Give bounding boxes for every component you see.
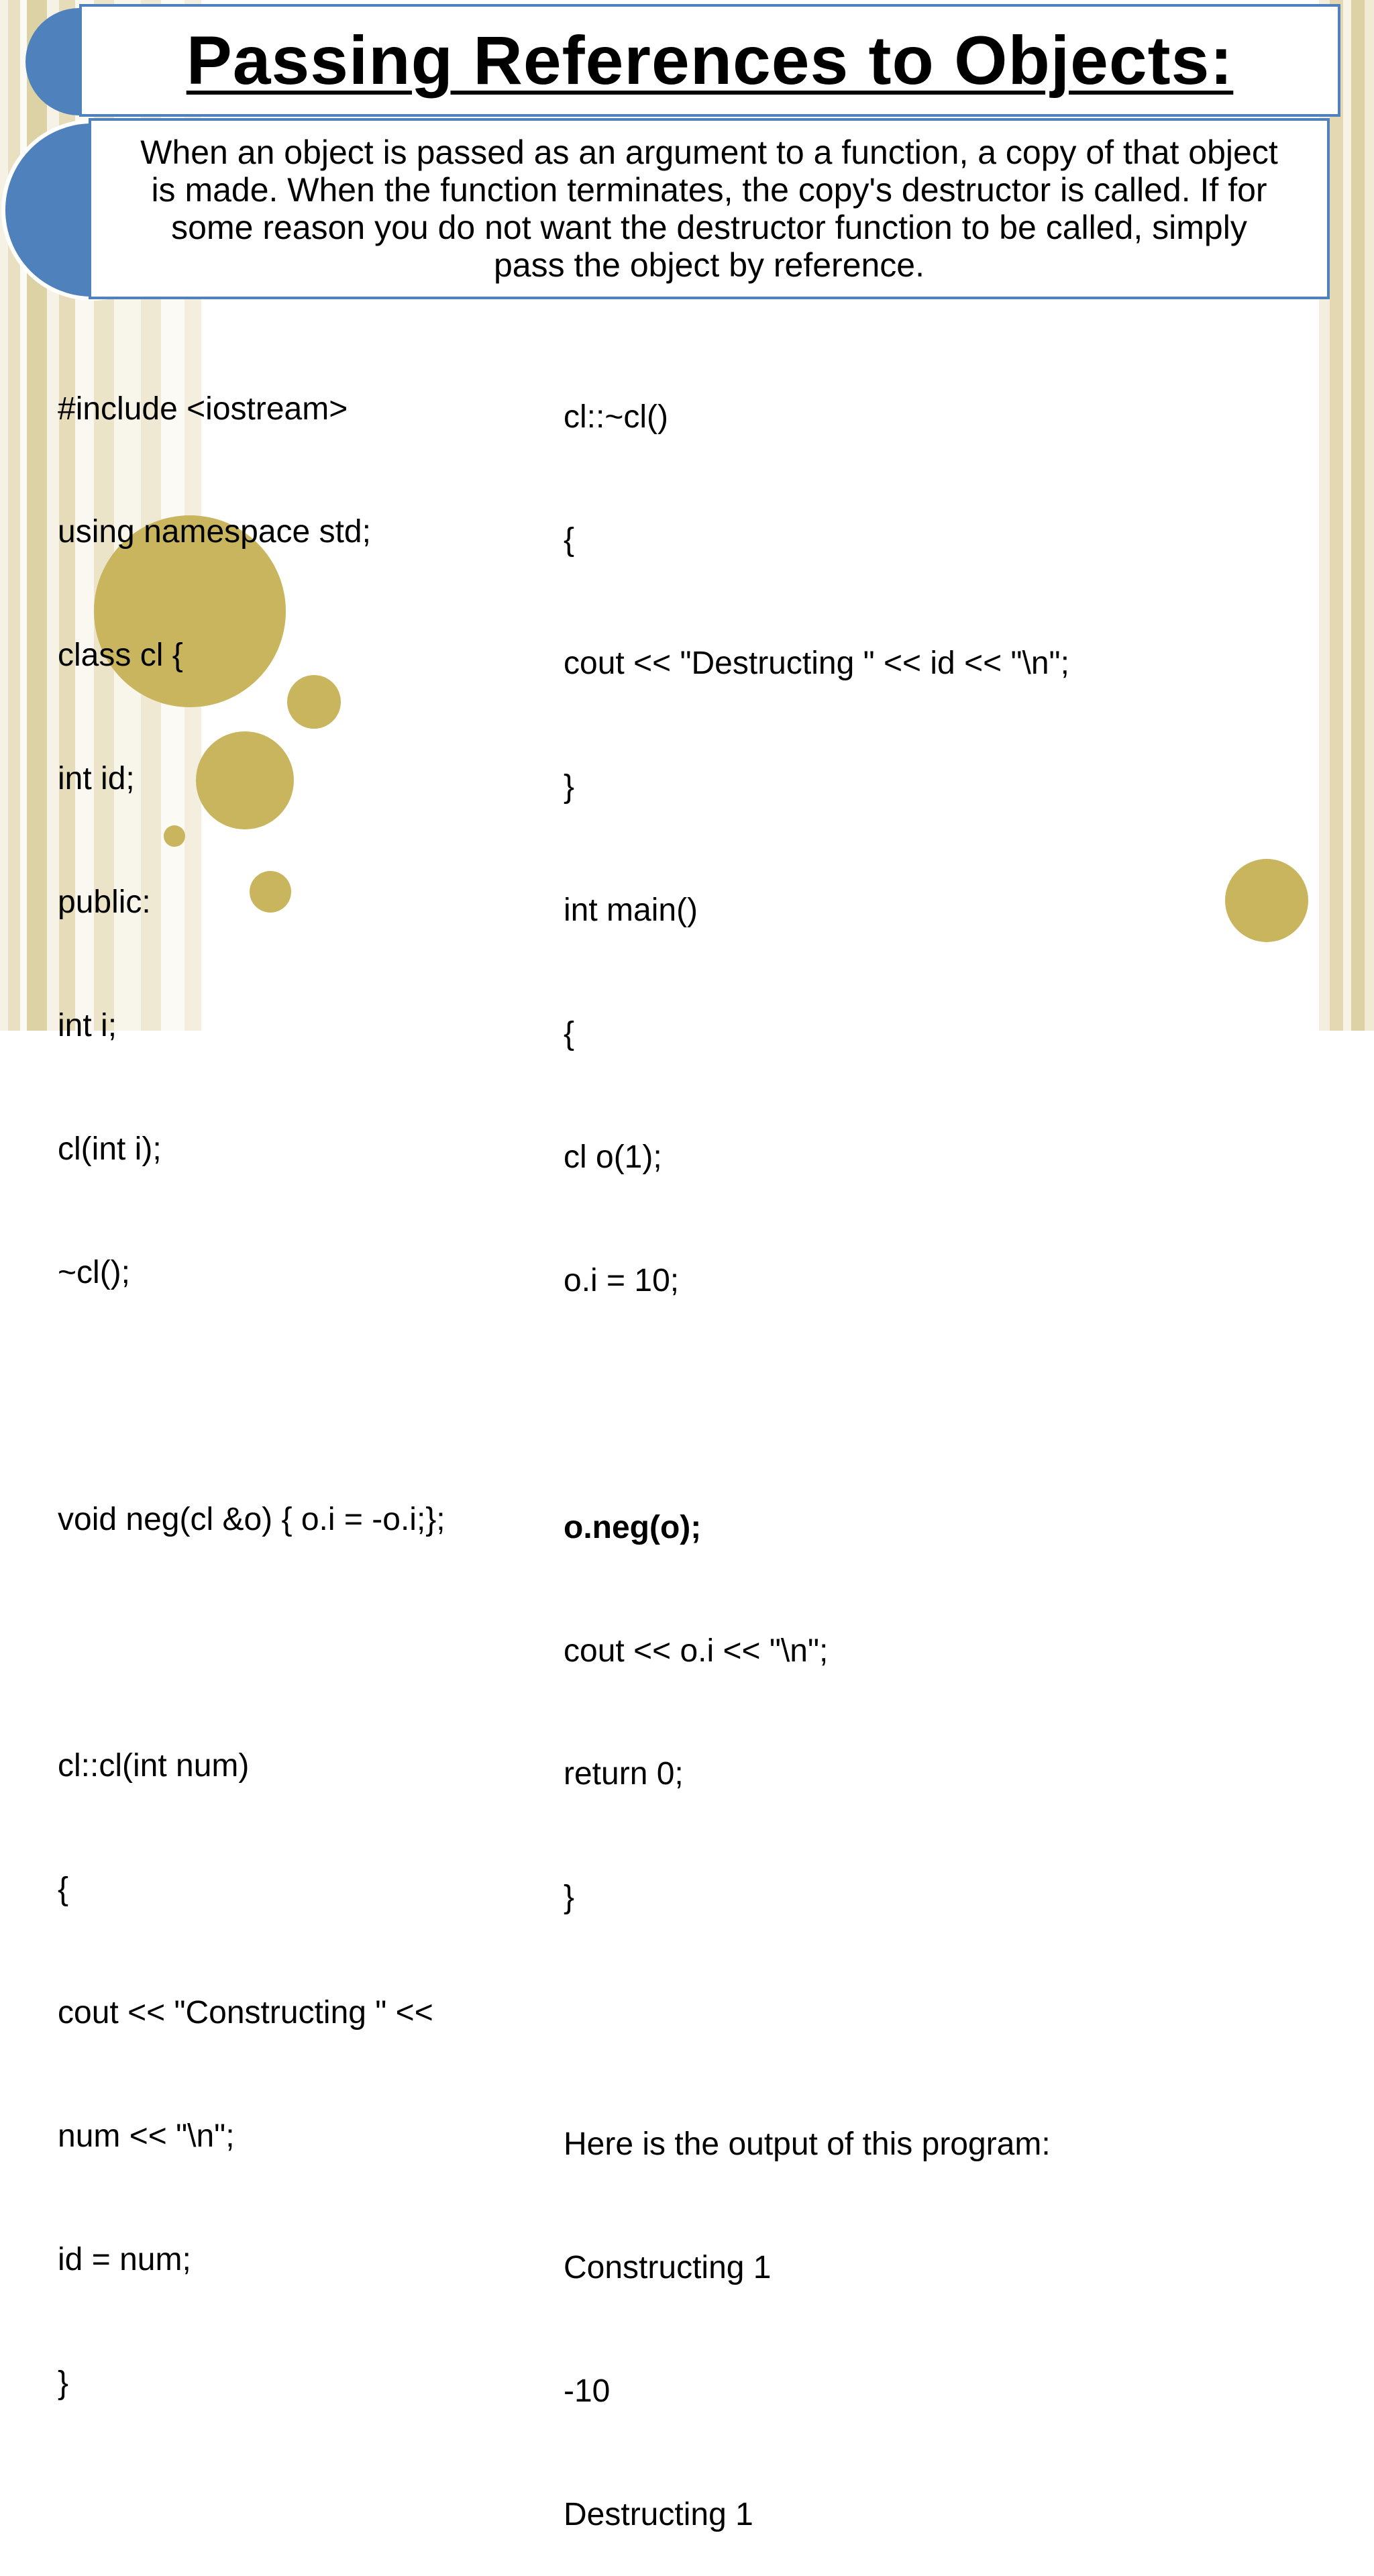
code-line: class cl { xyxy=(58,637,183,674)
output-heading: Here is the output of this program: xyxy=(564,2126,1051,2163)
code-line: cl::cl(int num) xyxy=(58,1748,250,1784)
code-line: cout << "Destructing " << id << "\n"; xyxy=(564,646,1069,682)
code-line: cl(int i); xyxy=(58,1131,162,1167)
code-line-blank xyxy=(564,2000,1069,2041)
code-line: #include <iostream> xyxy=(58,391,348,427)
code-line: cl::~cl() xyxy=(564,399,668,435)
code-line: cout << "Constructing " << xyxy=(58,1995,433,2031)
code-line: { xyxy=(564,522,575,558)
code-line: cout << o.i << "\n"; xyxy=(564,1633,829,1669)
code-line: using namespace std; xyxy=(58,514,371,550)
code-line: void neg(cl &o) { o.i = -o.i;}; xyxy=(58,1501,445,1537)
code-line: { xyxy=(58,1871,69,1908)
code-line: } xyxy=(58,2365,69,2401)
code-line-blank xyxy=(564,1384,1069,1425)
code-line: int main() xyxy=(564,892,698,929)
code-line: num << "\n"; xyxy=(58,2118,235,2155)
slide-title: Passing References to Objects: xyxy=(186,21,1234,99)
code-block-left xyxy=(58,306,445,2444)
code-line: id = num; xyxy=(58,2241,191,2277)
title-box xyxy=(79,4,1340,117)
code-line-blank xyxy=(58,1376,445,1416)
code-line: { xyxy=(564,1016,575,1052)
code-line: } xyxy=(564,1879,575,1916)
description-box xyxy=(89,118,1330,299)
code-line-blank xyxy=(58,1622,445,1663)
code-line: ~cl(); xyxy=(58,1254,130,1290)
code-line: int i; xyxy=(58,1008,117,1044)
code-line-highlight: o.neg(o); xyxy=(564,1509,702,1545)
code-line: return 0; xyxy=(564,1756,684,1792)
output-line: -10 xyxy=(564,2373,611,2409)
code-line: } xyxy=(564,769,575,805)
code-line: public: xyxy=(58,884,151,921)
output-line: Constructing 1 xyxy=(564,2249,772,2285)
code-line: cl o(1); xyxy=(564,1139,662,1175)
gold-circle-right xyxy=(1225,859,1308,942)
code-line: int id; xyxy=(58,761,135,797)
code-line: o.i = 10; xyxy=(564,1262,680,1298)
slide-description: When an object is passed as an argument to a function, a copy of that object is made. When the function terminates, the copy's destructor is called. If for some reason you do not want the destructor function to be called, simply pass the object by reference. xyxy=(140,134,1278,284)
code-block-right xyxy=(564,314,1069,2576)
output-line: Destructing 1 xyxy=(564,2496,753,2532)
